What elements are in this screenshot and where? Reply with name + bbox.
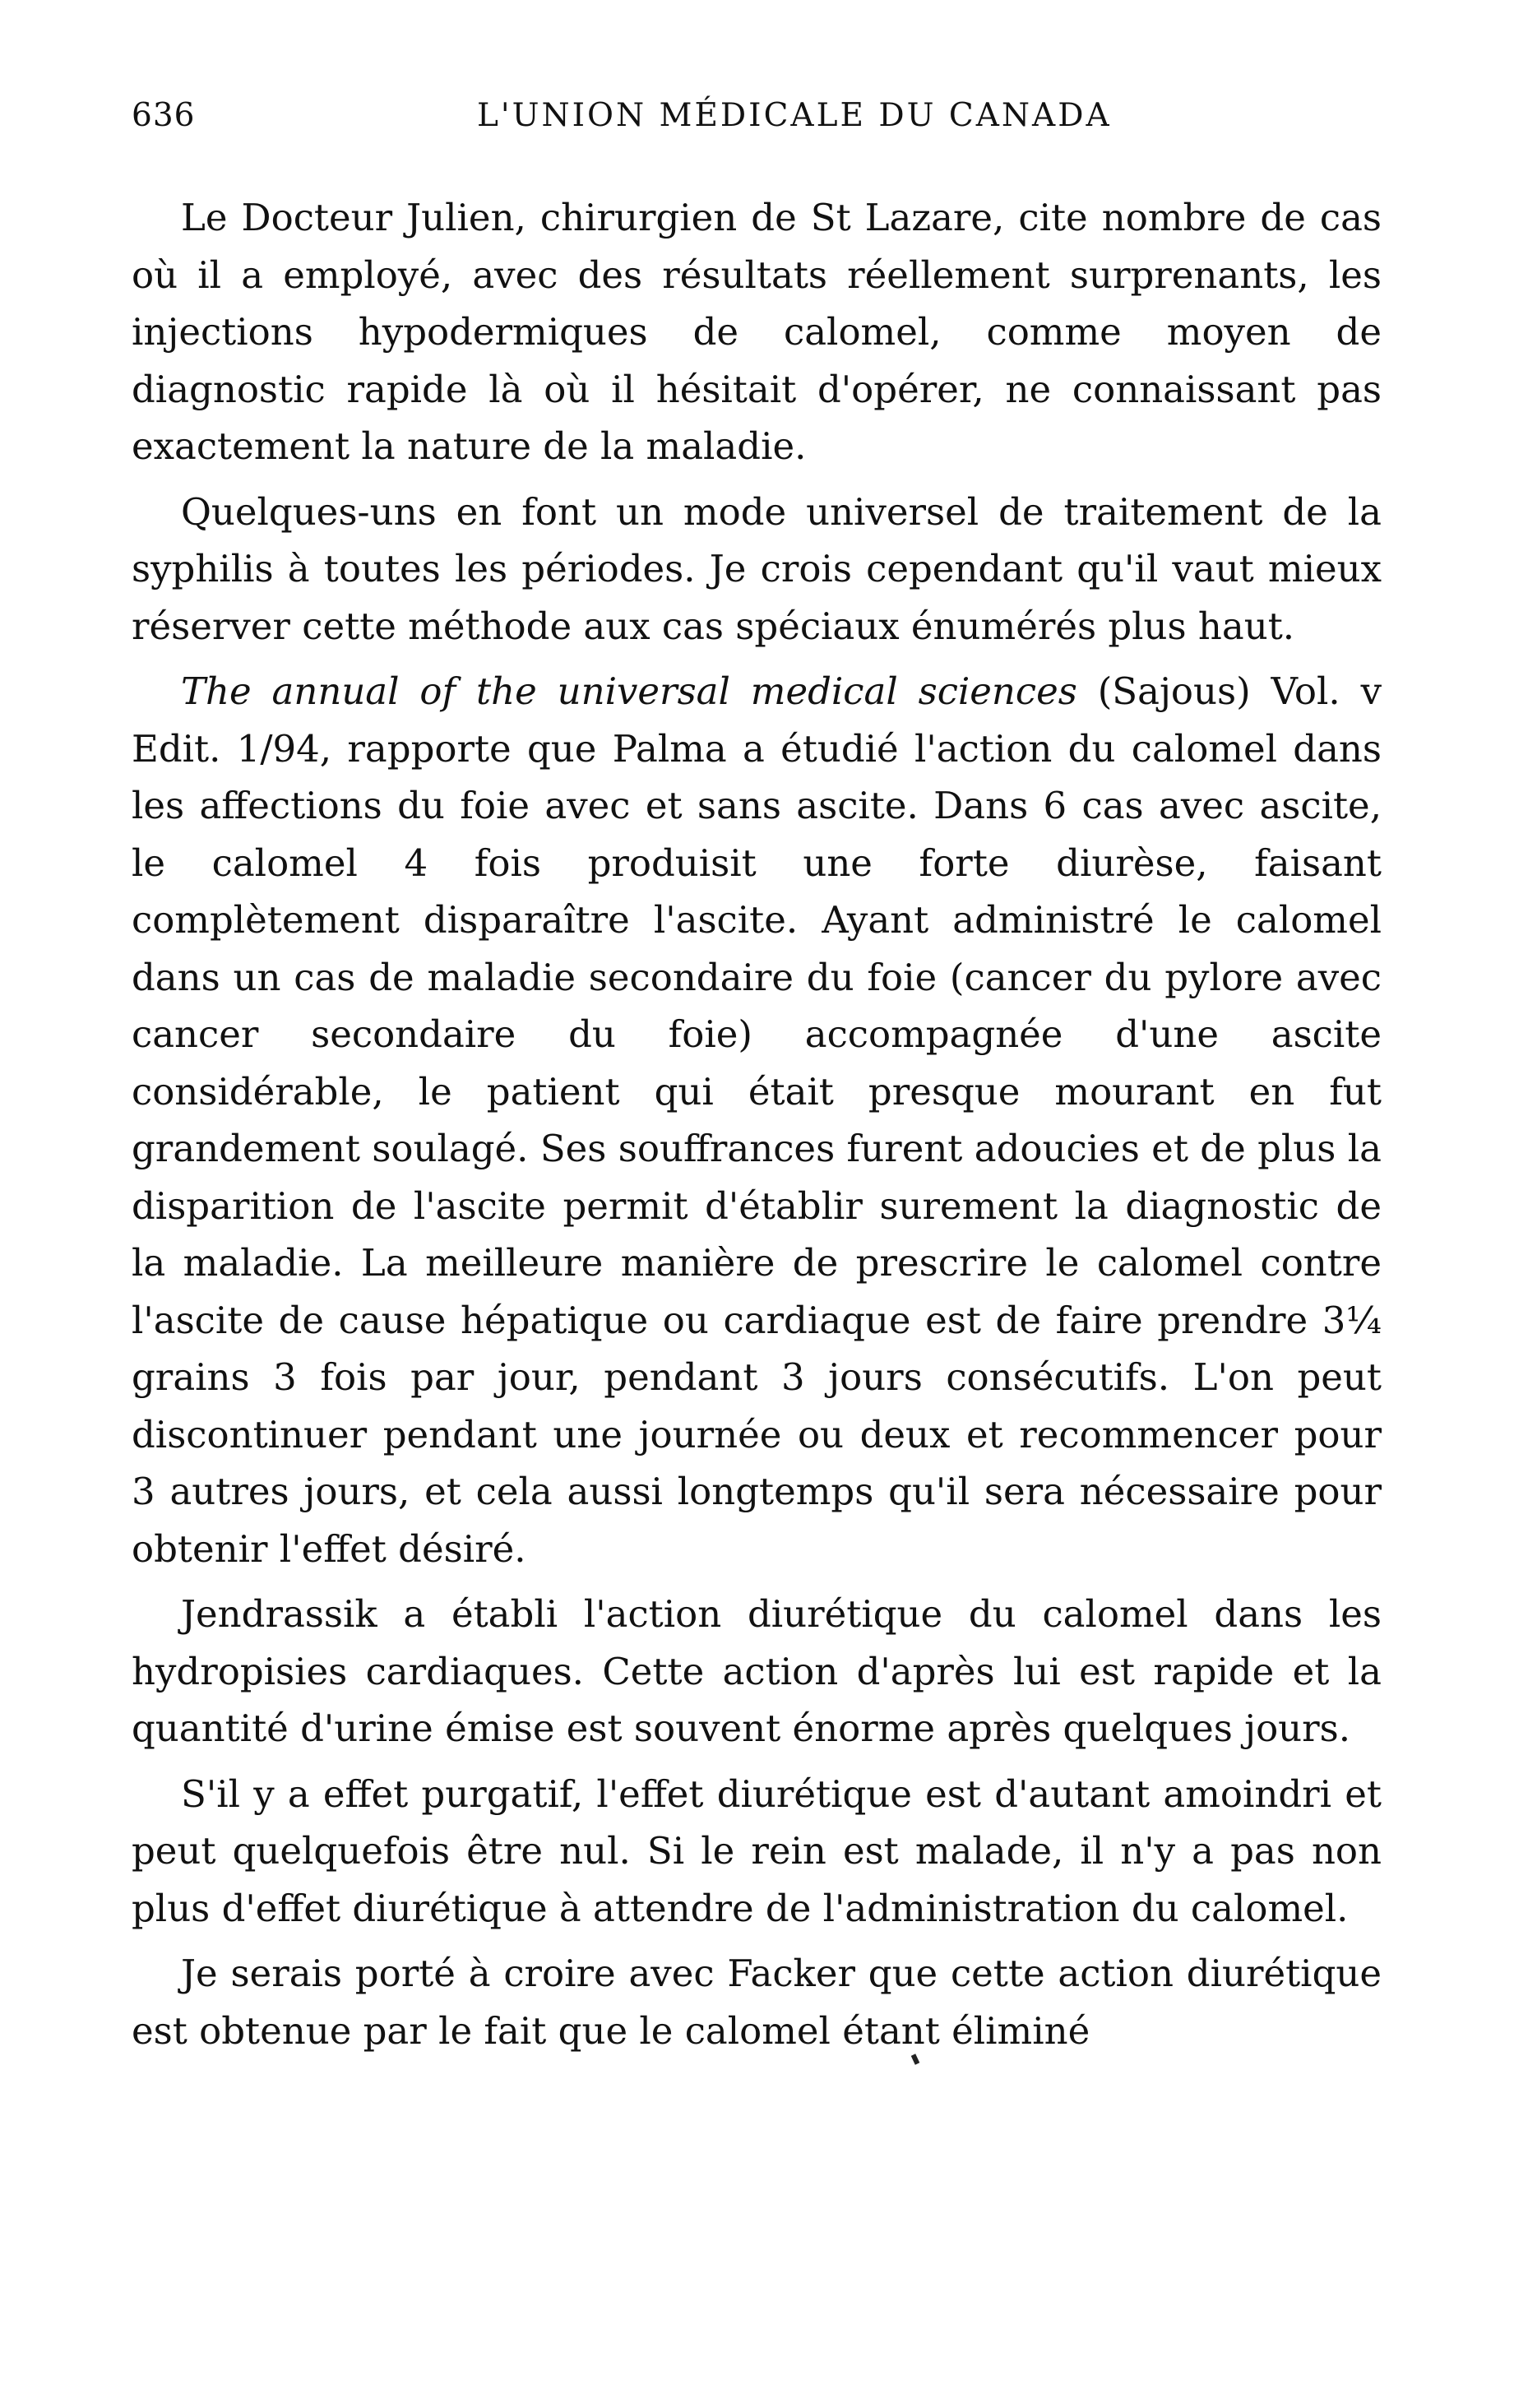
paragraph-julien: Le Docteur Julien, chirurgien de St Lazare, cite nombre de cas où il a employé, avec des résultats réellement surprenants, les injections hypodermiques de calomel, comme moyen de diagnostic rapide là où il hésitait d'opérer, ne connaissant pas exactement la nature de la maladie. — [132, 196, 1382, 468]
paragraph-syphilis: Quelques-uns en font un mode universel de traitement de la syphilis à toutes les périodes. Je crois cependant qu'il vaut mieux réserver cette méthode aux cas spéciaux énumérés plus haut. — [132, 489, 1382, 648]
running-head — [132, 97, 1382, 146]
cited-work-title: The annual of the universal medical sciences — [181, 669, 1077, 713]
paragraph-purgatif: S'il y a effet purgatif, l'effet diurétique est d'autant amoindri et peut quelquefois être nul. Si le rein est malade, il n'y a pas non plus d'effet diurétique à attendre de l'administration du calomel. — [132, 1771, 1382, 1930]
running-title: L'UNION MÉDICALE DU CANADA — [477, 97, 1112, 134]
body-text — [132, 189, 1382, 2068]
paragraph-palma-text: (Sajous) Vol. v Edit. 1/94, rapporte que Palma a étudié l'action du calomel dans les affections du foie avec et sans ascite. Dans 6 cas avec ascite, le calomel 4 fois produisit une forte diurèse, faisant complètement disparaître l'ascite. Ayant administré le calomel dans un cas de maladie secondaire du foie (cancer du pylore avec cancer secondaire du foie) accompagnée d'une ascite considérable, le patient qui était presque mourant en fut grandement soulagé. Ses souffrances furent adoucies et de plus la disparition de l'ascite permit d'établir surement la diagnostic de la maladie. La meilleure manière de prescrire le calomel contre l'ascite de cause hépatique ou cardiaque est de faire prendre 3¼ grains 3 fois par jour, pendant 3 jours consécutifs. L'on peut discontinuer pendant une journée ou deux et recommencer pour 3 autres jours, et cela aussi longtemps qu'il sera nécessaire pour obtenir l'effet désiré. — [132, 669, 1382, 1571]
paragraph-facker: Je serais porté à croire avec Facker que cette action diurétique est obtenue par le fait que le calomel étant éliminé — [132, 1952, 1382, 2053]
paragraph-palma — [132, 663, 1382, 1577]
page-number: 636 — [132, 97, 196, 134]
paragraph-jendrassik: Jendrassik a établi l'action diurétique du calomel dans les hydropisies cardiaques. Cette action d'après lui est rapide et la quantité d'urine émise est souvent énorme après quelques jours. — [132, 1592, 1382, 1750]
